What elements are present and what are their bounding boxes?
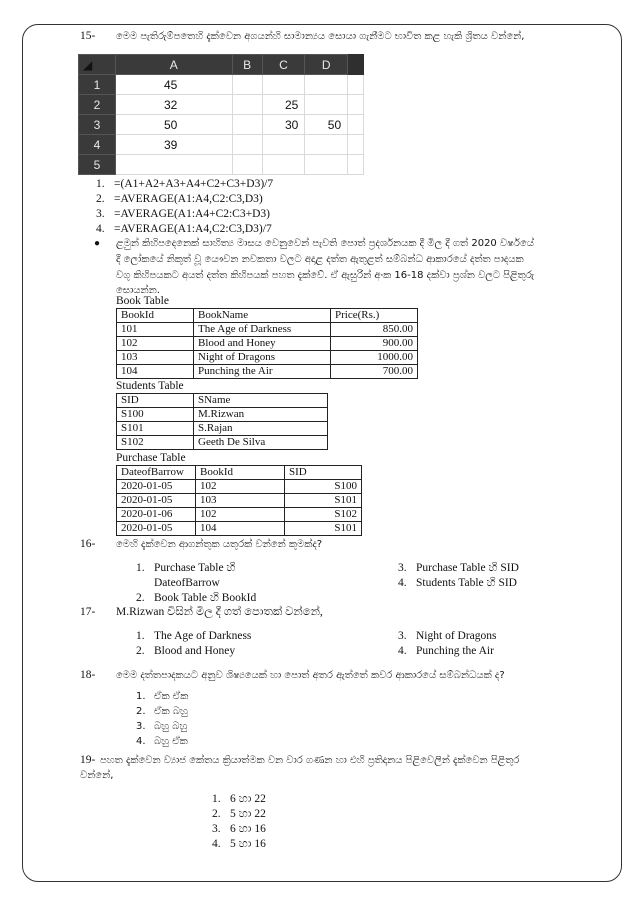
q18-option-1 bbox=[136, 690, 188, 704]
row-header-5: 5 bbox=[79, 155, 116, 175]
row-header-1: 1 bbox=[79, 75, 116, 95]
header-cell: BookId bbox=[196, 466, 285, 480]
q15-option-3-number: 3. bbox=[96, 208, 105, 220]
q19-option-3 bbox=[212, 822, 266, 836]
header-cell: Price(Rs.) bbox=[331, 309, 418, 323]
sheet-edge bbox=[348, 55, 364, 75]
table-cell: S102 bbox=[117, 436, 194, 450]
cell-b1 bbox=[232, 75, 262, 95]
table-row bbox=[117, 408, 328, 422]
q15-option-4-text: =AVERAGE(A1:A4,C2:C3,D3)/7 bbox=[114, 223, 272, 235]
q17-option-3-text: Night of Dragons bbox=[416, 630, 497, 642]
q17-option-1-text: The Age of Darkness bbox=[154, 630, 252, 642]
cell-c4 bbox=[262, 135, 305, 155]
table-header-row bbox=[117, 309, 418, 323]
cell-e5 bbox=[348, 155, 364, 175]
table-cell: 103 bbox=[196, 494, 285, 508]
table-cell: 102 bbox=[196, 508, 285, 522]
q15-option-3-text: =AVERAGE(A1:A4+C2:C3+D3) bbox=[114, 208, 270, 220]
table-header-row bbox=[117, 466, 362, 480]
table-cell: Geeth De Silva bbox=[194, 436, 328, 450]
table-cell: 1000.00 bbox=[331, 351, 418, 365]
q17-option-1 bbox=[136, 629, 251, 643]
cell-c1 bbox=[262, 75, 305, 95]
q15-question: මෙම පැතිරුම්පතෙහි දැක්වෙන අගයන්හි සාමාන්‍යය සොයා ගැනීමට භාවිත කළ හැකි ශ්‍රිතය වන්නේ, bbox=[116, 31, 525, 42]
cell-d4 bbox=[305, 135, 348, 155]
q16-question: මෙහි දැක්වෙන ආගන්තුක යතුරක් වන්නේ කුමක්ද? bbox=[116, 539, 323, 550]
q18-option-2-text: ඒක බහු bbox=[154, 706, 188, 717]
q16-option-2-text: Book Table හි BookId bbox=[154, 592, 257, 604]
q17-option-4-number: 4. bbox=[398, 645, 407, 657]
cell-e1 bbox=[348, 75, 364, 95]
table-cell: 104 bbox=[196, 522, 285, 536]
q16-option-4 bbox=[398, 576, 517, 590]
cell-d1 bbox=[305, 75, 348, 95]
table-cell: 102 bbox=[196, 480, 285, 494]
table-cell: 102 bbox=[117, 337, 194, 351]
table-cell: Punching the Air bbox=[194, 365, 331, 379]
purchase-table bbox=[116, 465, 362, 536]
cell-e4 bbox=[348, 135, 364, 155]
q19-option-1-number: 1. bbox=[212, 793, 221, 805]
q19-option-2-number: 2. bbox=[212, 808, 221, 820]
q18-option-1-text: ඒක ඒක bbox=[154, 691, 189, 702]
table-row bbox=[117, 351, 418, 365]
q19-number: 19- bbox=[80, 754, 96, 766]
book-table bbox=[116, 308, 418, 379]
table-cell: S100 bbox=[117, 408, 194, 422]
table-cell: The Age of Darkness bbox=[194, 323, 331, 337]
cell-a2: 32 bbox=[116, 95, 233, 115]
row-header-4: 4 bbox=[79, 135, 116, 155]
q18-option-4-text: බහු ඒක bbox=[154, 736, 188, 747]
cell-c5 bbox=[262, 155, 305, 175]
cell-d3: 50 bbox=[305, 115, 348, 135]
q15-option-2-number: 2. bbox=[96, 193, 105, 205]
q18-option-2-number: 2. bbox=[136, 706, 146, 717]
q18-question: මෙම දත්තපාදකයට අනුව ශිෂ්‍යයෙක් හා පොත් අතර ඇත්තේ කවර ආකාරයේ සම්බන්ධයක් ද? bbox=[116, 670, 505, 681]
q17-option-2-text: Blood and Honey bbox=[154, 645, 236, 657]
cell-b5 bbox=[232, 155, 262, 175]
cell-b3 bbox=[232, 115, 262, 135]
q15-option-3 bbox=[96, 207, 270, 221]
q17-option-1-number: 1. bbox=[136, 630, 145, 642]
table-cell: S101 bbox=[285, 522, 362, 536]
table-cell: Blood and Honey bbox=[194, 337, 331, 351]
table-cell: Night of Dragons bbox=[194, 351, 331, 365]
intro-line-4: සොයන්න. bbox=[116, 285, 160, 296]
table-cell: S101 bbox=[117, 422, 194, 436]
q18-option-1-number: 1. bbox=[136, 691, 146, 702]
header-cell: DateofBarrow bbox=[117, 466, 196, 480]
col-header-c: C bbox=[262, 55, 305, 75]
table-cell: S.Rajan bbox=[194, 422, 328, 436]
q19-option-3-text: 6 හා 16 bbox=[230, 823, 266, 835]
col-header-d: D bbox=[305, 55, 348, 75]
header-cell: SID bbox=[117, 394, 194, 408]
q16-option-1-continued: DateofBarrow bbox=[154, 577, 220, 589]
table-cell: 2020-01-05 bbox=[117, 522, 196, 536]
q19-option-2-text: 5 හා 22 bbox=[230, 808, 266, 820]
purchase-table-caption: Purchase Table bbox=[116, 452, 186, 464]
table-row bbox=[117, 365, 418, 379]
table-row bbox=[117, 494, 362, 508]
students-table-caption: Students Table bbox=[116, 380, 184, 392]
table-row bbox=[117, 337, 418, 351]
q19-option-4 bbox=[212, 837, 266, 851]
spreadsheet bbox=[78, 54, 364, 175]
q18-option-4 bbox=[136, 735, 188, 749]
cell-b4 bbox=[232, 135, 262, 155]
header-cell: SID bbox=[285, 466, 362, 480]
table-row bbox=[117, 323, 418, 337]
cell-b2 bbox=[232, 95, 262, 115]
students-table bbox=[116, 393, 328, 450]
table-cell: M.Rizwan bbox=[194, 408, 328, 422]
table-row bbox=[117, 436, 328, 450]
cell-d2 bbox=[305, 95, 348, 115]
book-table-caption: Book Table bbox=[116, 295, 169, 307]
q19-option-1-text: 6 හා 22 bbox=[230, 793, 266, 805]
q17-option-3 bbox=[398, 629, 497, 643]
cell-c3: 30 bbox=[262, 115, 305, 135]
q16-option-1-number: 1. bbox=[136, 562, 145, 574]
q19-option-2 bbox=[212, 807, 266, 821]
q16-option-3-text: Purchase Table හි SID bbox=[416, 562, 519, 574]
table-cell: 104 bbox=[117, 365, 194, 379]
q17-option-4 bbox=[398, 644, 494, 658]
row-header-2: 2 bbox=[79, 95, 116, 115]
sheet-corner: ◢ bbox=[79, 55, 116, 75]
table-row bbox=[117, 422, 328, 436]
table-row bbox=[117, 508, 362, 522]
table-row bbox=[117, 522, 362, 536]
q15-option-4 bbox=[96, 222, 272, 236]
header-cell: BookId bbox=[117, 309, 194, 323]
header-cell: BookName bbox=[194, 309, 331, 323]
q15-option-1-number: 1. bbox=[96, 178, 105, 190]
q16-option-3-number: 3. bbox=[398, 562, 407, 574]
q15-number: 15- bbox=[80, 30, 96, 42]
q15-option-1-text: =(A1+A2+A3+A4+C2+C3+D3)/7 bbox=[114, 178, 274, 190]
q16-number: 16- bbox=[80, 538, 96, 550]
cell-c2: 25 bbox=[262, 95, 305, 115]
table-cell: 900.00 bbox=[331, 337, 418, 351]
cell-e2 bbox=[348, 95, 364, 115]
q15-option-4-number: 4. bbox=[96, 223, 105, 235]
q19-question-line-1: පහත දැක්වෙන ව්‍යාජ කේතය ක්‍රියාත්මක වන වාර ගණන හා එහි ප්‍රතිදානය පිළිවෙලින් දැක්වෙන පිළිතුර bbox=[100, 755, 520, 766]
q18-option-4-number: 4. bbox=[136, 736, 146, 747]
col-header-b: B bbox=[232, 55, 262, 75]
table-cell: 2020-01-06 bbox=[117, 508, 196, 522]
q18-option-3-text: බහු බහු bbox=[154, 721, 188, 732]
q17-question: M.Rizwan විසින් මිල දී ගත් පොතක් වන්නේ, bbox=[116, 606, 323, 618]
q16-option-4-number: 4. bbox=[398, 577, 407, 589]
table-header-row bbox=[117, 394, 328, 408]
table-cell: 2020-01-05 bbox=[117, 494, 196, 508]
q17-option-2 bbox=[136, 644, 235, 658]
cell-a4: 39 bbox=[116, 135, 233, 155]
q19-question-line-2: වන්නේ, bbox=[80, 770, 114, 781]
intro-line-1: ළමුන් කිහිපදෙනෙක් සාහිත්‍ය මාසය වෙනුවෙන් පැවති පොත් ප්‍රදර්ශනයක දී මිල දී ගත් 2020 වර්ෂයේ bbox=[116, 238, 534, 249]
q16-option-4-text: Students Table හි SID bbox=[416, 577, 517, 589]
q18-option-3-number: 3. bbox=[136, 721, 146, 732]
q16-option-2 bbox=[136, 591, 256, 605]
table-cell: 101 bbox=[117, 323, 194, 337]
q17-number: 17- bbox=[80, 606, 96, 618]
q19-option-4-text: 5 හා 16 bbox=[230, 838, 266, 850]
q16-option-1-text: Purchase Table හි bbox=[154, 562, 236, 574]
q18-number: 18- bbox=[80, 669, 96, 681]
q18-option-2 bbox=[136, 705, 188, 719]
q15-option-2-text: =AVERAGE(A1:A4,C2:C3,D3) bbox=[114, 193, 263, 205]
table-row bbox=[117, 480, 362, 494]
table-cell: 850.00 bbox=[331, 323, 418, 337]
q19-option-1 bbox=[212, 792, 266, 806]
col-header-a: A bbox=[116, 55, 233, 75]
q15-option-2 bbox=[96, 192, 263, 206]
header-cell: SName bbox=[194, 394, 328, 408]
q16-option-3 bbox=[398, 561, 519, 575]
bullet-icon: ● bbox=[94, 238, 101, 249]
table-cell: S101 bbox=[285, 494, 362, 508]
cell-a3: 50 bbox=[116, 115, 233, 135]
table-cell: 103 bbox=[117, 351, 194, 365]
intro-line-3: වගු කිහිපයකට අයත් දත්ත කිහිපයක් පහත දැක්වේ. ඒ ඇසුරින් අංක 16-18 දක්වා ප්‍රශ්න වලට පිළිතුරු bbox=[116, 270, 535, 281]
q16-option-1 bbox=[136, 561, 235, 575]
intro-line-2: දී ලෝකයේ නිකුත් වූ යෞවන නවකතා වලට අදාළ දත්ත ඇතුළත් සම්බන්ධ ආකාරයේ දත්ත පාදයක bbox=[116, 254, 524, 265]
q17-option-2-number: 2. bbox=[136, 645, 145, 657]
q15-option-1 bbox=[96, 177, 273, 191]
q19-option-3-number: 3. bbox=[212, 823, 221, 835]
cell-a5 bbox=[116, 155, 233, 175]
table-cell: 2020-01-05 bbox=[117, 480, 196, 494]
cell-e3 bbox=[348, 115, 364, 135]
q18-option-3 bbox=[136, 720, 187, 734]
q17-option-4-text: Punching the Air bbox=[416, 645, 494, 657]
q17-option-3-number: 3. bbox=[398, 630, 407, 642]
table-cell: S102 bbox=[285, 508, 362, 522]
cell-d5 bbox=[305, 155, 348, 175]
cell-a1: 45 bbox=[116, 75, 233, 95]
q19-option-4-number: 4. bbox=[212, 838, 221, 850]
table-cell: S100 bbox=[285, 480, 362, 494]
table-cell: 700.00 bbox=[331, 365, 418, 379]
q16-option-2-number: 2. bbox=[136, 592, 145, 604]
row-header-3: 3 bbox=[79, 115, 116, 135]
